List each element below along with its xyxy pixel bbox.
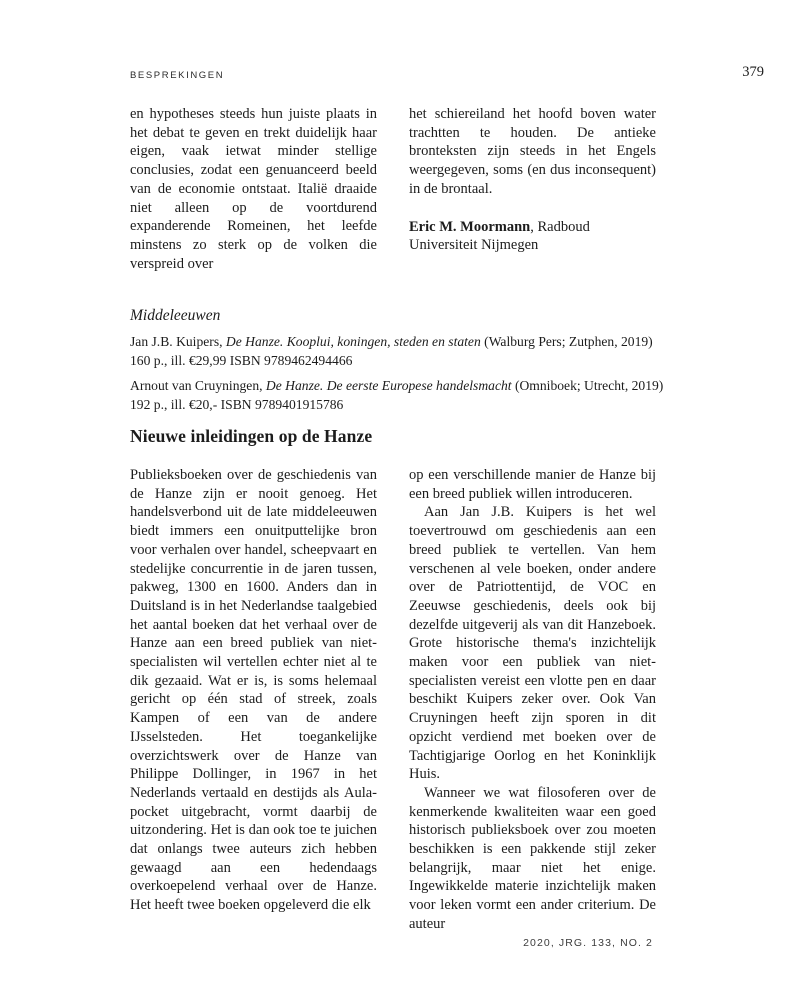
bibliography (130, 333, 664, 421)
bibliography-entry (130, 333, 664, 370)
review-paragraph: het schiereiland het hoofd boven water trachtten te houden. De antieke bronteksten zijn steeds in het Engels weergegeven, soms (en dus inconsequent) in de brontaal. (409, 106, 656, 197)
biblio-details: (Omniboek; Utrecht, 2019) 192 p., ill. €20,- ISBN 9789401915786 (130, 378, 664, 412)
review-left-column (130, 105, 377, 273)
reviewer-affiliation: , Radboud Universiteit Nijmegen (409, 218, 590, 254)
article-paragraph: Aan Jan J.B. Kuipers is het wel toevertrouwd om geschiedenis aan een breed publiek te vertellen. Van hem verschenen al vele boeken, onder andere over de Patriottentijd, de VOC en Zeeuwse geschiedenis, deels ook bij dezelfde uitgeverij als van dit Hanzeboek. Grote historische thema's inzichtelijk maken voor een publiek van niet-specialisten vereist een vlotte pen en daar beschikt Kuipers zeker over. Ook Van Cruyningen heeft zijn sporen in dit opzicht verdiend met boeken over de Tachtigjarige Oorlog en het Koninklijk Huis. (409, 504, 656, 783)
article-left-column (130, 466, 377, 934)
previous-review-conclusion (130, 105, 656, 273)
reviewer-name: Eric M. Moormann (409, 218, 531, 235)
running-head-section-label: BESPREKINGEN (130, 70, 225, 81)
article-body (130, 466, 656, 934)
biblio-details: (Walburg Pers; Zutphen, 2019) 160 p., ill. €29,99 ISBN 9789462494466 (130, 334, 653, 368)
review-right-column (409, 105, 656, 273)
article-paragraph: Publieksboeken over de geschiedenis van de Hanze zijn er nooit genoeg. Het handelsverbond uit de late middeleeuwen biedt immers een onuitputtelijke bron voor verhalen over handel, scheepvaart en stedelijke concurrentie in de jaren tussen, pakweg, 1300 en 1600. Anders dan in Duitsland is in het Nederlandse taalgebied het aantal boeken dat het verhaal over de Hanze aan een breed publiek van niet-specialisten wil vertellen echter niet al te dik gezaaid. Wat er is, is soms helemaal gericht op één stad of streek, zoals Kampen of een van de andere IJsselsteden. Het toegankelijke overzichtswerk over de Hanze van Philippe Dollinger, in 1967 in het Nederlands vertaald en destijds als Aula-pocket uitgebracht, vormt daarbij de uitzondering. Het is dan ook toe te juichen dat onlangs twee auteurs zich hebben gewaagd aan een hedendaags overkoepelend verhaal over de Hanze. Het heeft twee boeken opgeleverd die elk (130, 467, 377, 914)
footer-issue-info: 2020, JRG. 133, NO. 2 (523, 937, 653, 949)
section-heading-middeleeuwen: Middeleeuwen (130, 307, 221, 324)
bibliography-entry (130, 377, 664, 414)
biblio-title: De Hanze. Kooplui, koningen, steden en staten (225, 334, 481, 349)
biblio-author: Jan J.B. Kuipers, (130, 334, 226, 349)
biblio-author: Arnout van Cruyningen, (130, 378, 266, 394)
article-paragraph: op een verschillende manier de Hanze bij een breed publiek willen introduceren. (409, 467, 656, 502)
review-paragraph: en hypotheses steeds hun juiste plaats in het debat te geven en trekt duidelijk haar eigen, vaak ietwat minder stellige conclusies, zodat een genuanceerd beeld van de economie ontstaat. Italië draaide niet alleen op de voortdurend expanderende Romeinen, het leefde minstens zo sterk op de volken die verspreid over (130, 106, 377, 272)
article-title: Nieuwe inleidingen op de Hanze (130, 426, 373, 446)
biblio-title: De Hanze. De eerste Europese handelsmacht (265, 378, 512, 394)
article-paragraph: Wanneer we wat filosoferen over de kenmerkende kwaliteiten waar een goed historisch publieksboek over zou moeten beschikken is een pakkende stijl zeker belangrijk, maar niet het enige. Ingewikkelde materie inzichtelijk maken voor leken vormt een ander criterium. De auteur (409, 784, 656, 932)
page-number: 379 (742, 64, 764, 80)
reviewer-signature (409, 218, 656, 255)
article-right-column (409, 466, 656, 934)
